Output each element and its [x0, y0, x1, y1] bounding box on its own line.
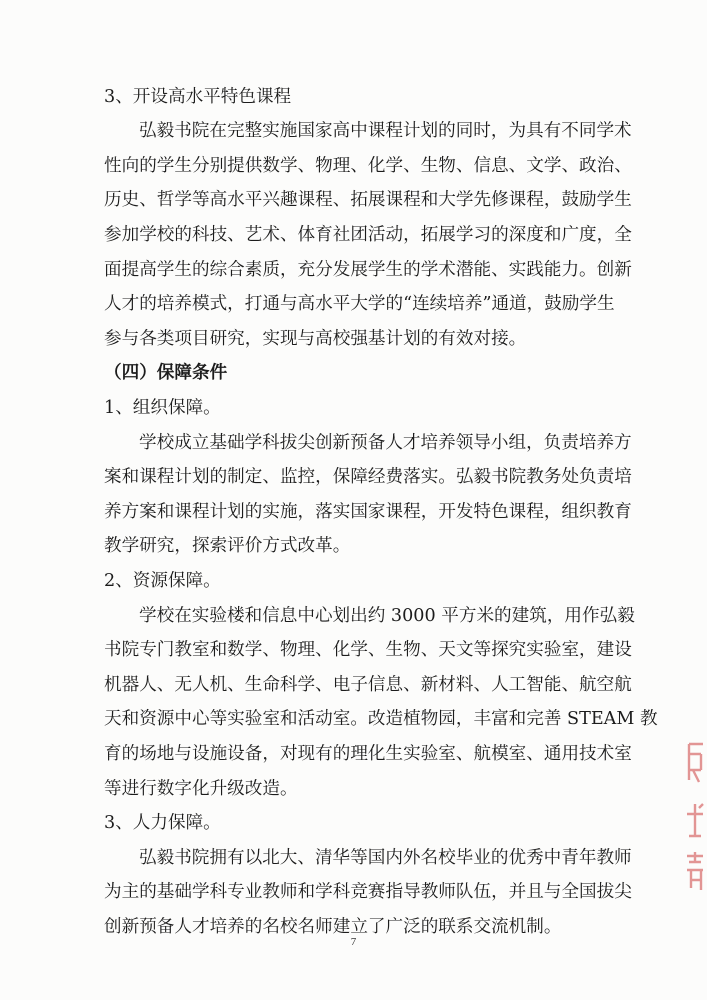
seal-fragment-middle — [683, 800, 707, 840]
page-number: 7 — [350, 936, 357, 948]
sub-heading-organization: 1、组织保障。 — [104, 398, 221, 418]
para3-line-4: 天和资源中心等实验室和活动室。改造植物园，丰富和完善 STEAM 教 — [104, 709, 658, 729]
para2-line-4: 教学研究，探索评价方式改革。 — [104, 536, 351, 556]
para1-line-1: 弘毅书院在完整实施国家高中课程计划的同时，为具有不同学术 — [139, 121, 632, 141]
para2-line-1: 学校成立基础学科拔尖创新预备人才培养领导小组，负责培养方 — [139, 433, 632, 453]
para3-line-3: 机器人、无人机、生命科学、电子信息、新材料、人工智能、航空航 — [104, 675, 632, 695]
para3-line-2: 书院专门教室和数学、物理、化学、生物、天文等探究实验室，建设 — [104, 640, 632, 660]
para3-line-6: 等进行数字化升级改造。 — [104, 779, 298, 799]
para3-line-1: 学校在实验楼和信息中心划出约 3000 平方米的建筑，用作弘毅 — [139, 606, 635, 626]
para1-line-6: 人才的培养模式，打通与高水平大学的“连续培养”通道，鼓励学生 — [104, 294, 615, 314]
para4-line-1: 弘毅书院拥有以北大、清华等国内外名校毕业的优秀中青年教师 — [139, 848, 632, 868]
heading-3-special-courses: 3、开设高水平特色课程 — [104, 87, 292, 107]
para1-line-3: 历史、哲学等高水平兴趣课程、拓展课程和大学先修课程，鼓励学生 — [104, 190, 632, 210]
para1-line-4: 参加学校的科技、艺术、体育社团活动，拓展学习的深度和广度，全 — [104, 225, 632, 245]
para4-line-3: 创新预备人才培养的名校名师建立了广泛的联系交流机制。 — [104, 917, 562, 937]
para2-line-2: 案和课程计划的制定、监控，保障经费落实。弘毅书院教务处负责培 — [104, 467, 632, 487]
para1-line-7: 参与各类项目研究，实现与高校强基计划的有效对接。 — [104, 329, 527, 349]
para3-line-5: 育的场地与设施设备，对现有的理化生实验室、航模室、通用技术室 — [104, 744, 632, 764]
para1-line-5: 面提高学生的综合素质，充分发展学生的学术潜能、实践能力。创新 — [104, 260, 632, 280]
para4-line-2: 为主的基础学科专业教师和学科竞赛指导教师队伍，并且与全国拔尖 — [104, 882, 632, 902]
para2-line-3: 养方案和课程计划的实施，落实国家课程，开发特色课程，组织教育 — [104, 502, 632, 522]
section-4-heading: （四）保障条件 — [104, 362, 228, 383]
seal-fragment-bottom — [683, 850, 707, 894]
seal-fragment-top — [683, 740, 707, 786]
sub-heading-personnel: 3、人力保障。 — [104, 813, 221, 833]
sub-heading-resources: 2、资源保障。 — [104, 571, 221, 591]
para1-line-2: 性向的学生分别提供数学、物理、化学、生物、信息、文学、政治、 — [104, 156, 632, 176]
